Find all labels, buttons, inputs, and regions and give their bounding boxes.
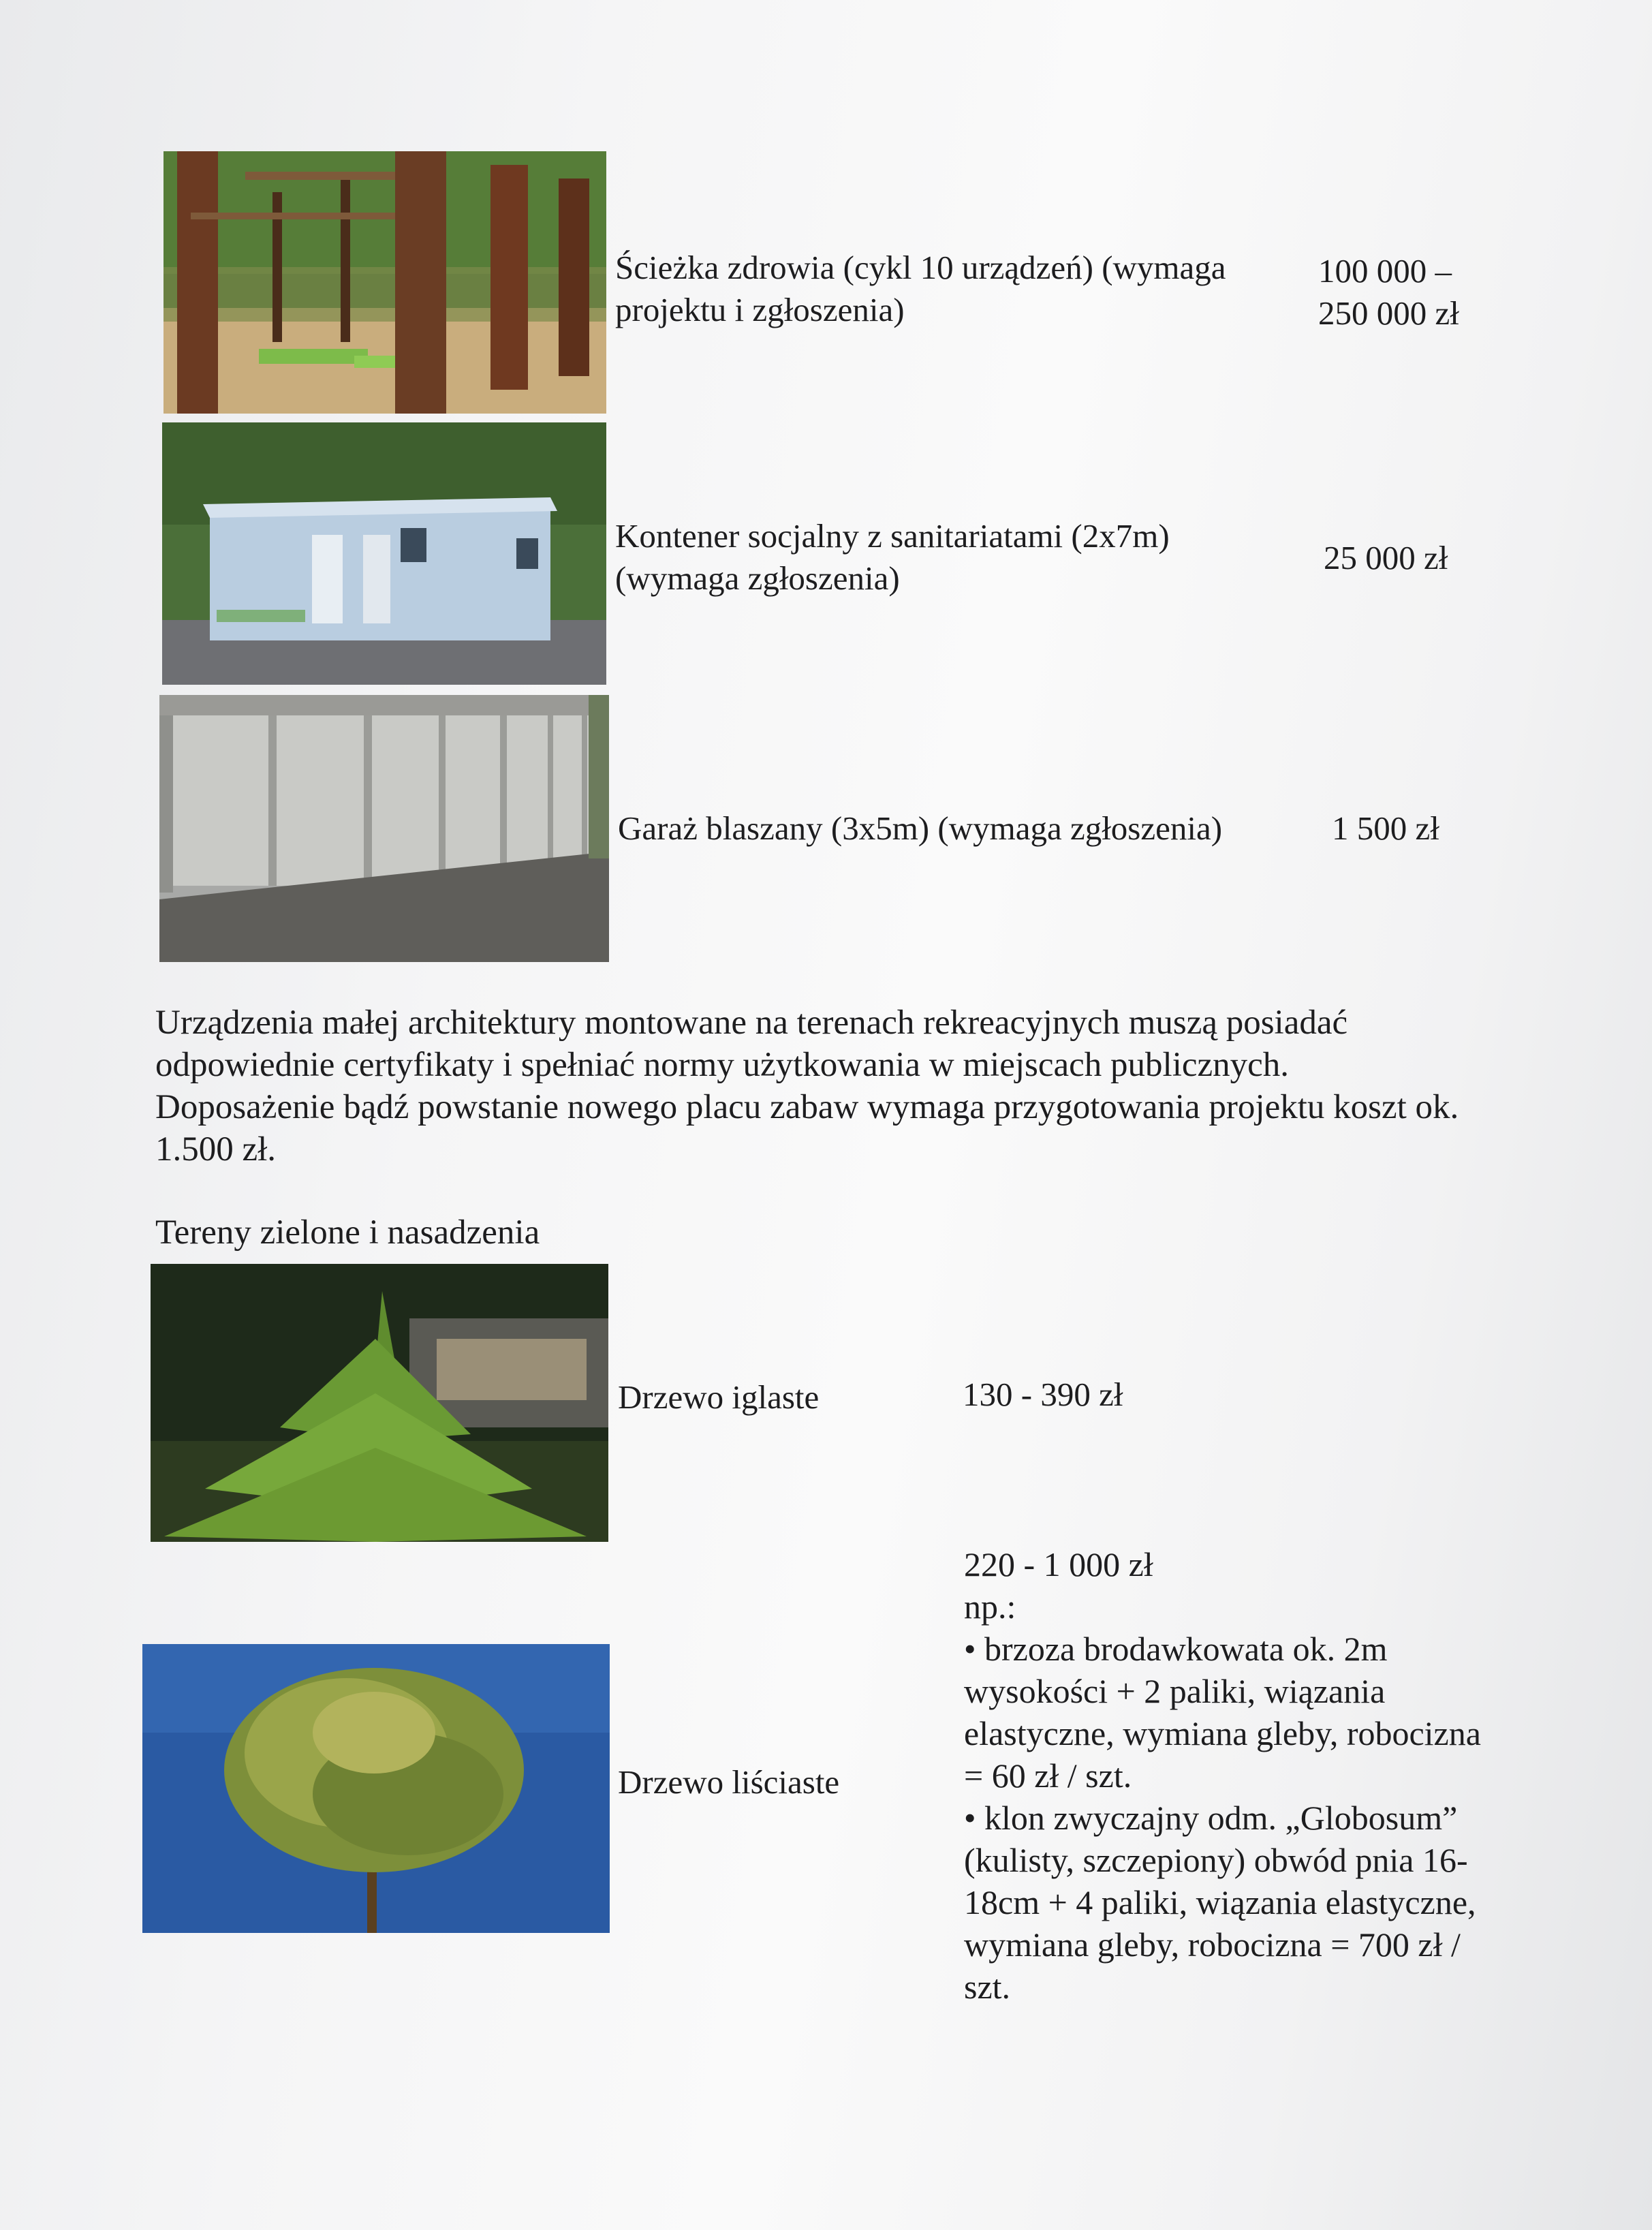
garage-photo [159,695,609,962]
conifer-price: 130 - 390 zł [963,1376,1123,1413]
item-2-price: 25 000 zł [1324,539,1448,576]
item-3-name: Garaż blaszany (3x5m) (wymaga zgłoszenia) [618,809,1223,847]
item-3-price: 1 500 zł [1332,809,1439,847]
fitness-trail-photo [163,151,606,414]
deciduous-name: Drzewo liściaste [618,1763,840,1801]
item-1-price: 100 000 – 250 000 zł [1318,252,1459,332]
section-title: Tereny zielone i nasadzenia [155,1213,540,1252]
container-photo [162,422,606,685]
item-1-name: Ścieżka zdrowia (cykl 10 urządzeń) (wymaga projektu i zgłoszenia) [615,249,1226,328]
conifer-photo [151,1264,608,1542]
info-paragraph: Urządzenia małej architektury montowane na terenach rekreacyjnych muszą posiadać odpowiednie certyfikaty i spełniać normy użytkowania w miejscach publicznych. Doposażenie bądź powstanie nowego placu zabaw wymaga przygotowania projektu koszt ok. 1.500 zł. [155,1004,1459,1168]
conifer-name: Drzewo iglaste [618,1378,820,1416]
deciduous-tree-photo [142,1644,610,1933]
deciduous-details: 220 - 1 000 zł np.: • brzoza brodawkowata ok. 2m wysokości + 2 paliki, wiązania elastyczne, wymiana gleby, robocizna = 60 zł / szt. • klon zwyczajny odm. „Globosum” (kulisty, szczepiony) obwód pnia 16- 18cm + 4 paliki, wiązania elastyczne, wymiana gleby, robocizna = 700 zł / szt. [964,1545,1481,2006]
item-2-name: Kontener socjalny z sanitariatami (2x7m) (wymaga zgłoszenia) [615,517,1170,597]
